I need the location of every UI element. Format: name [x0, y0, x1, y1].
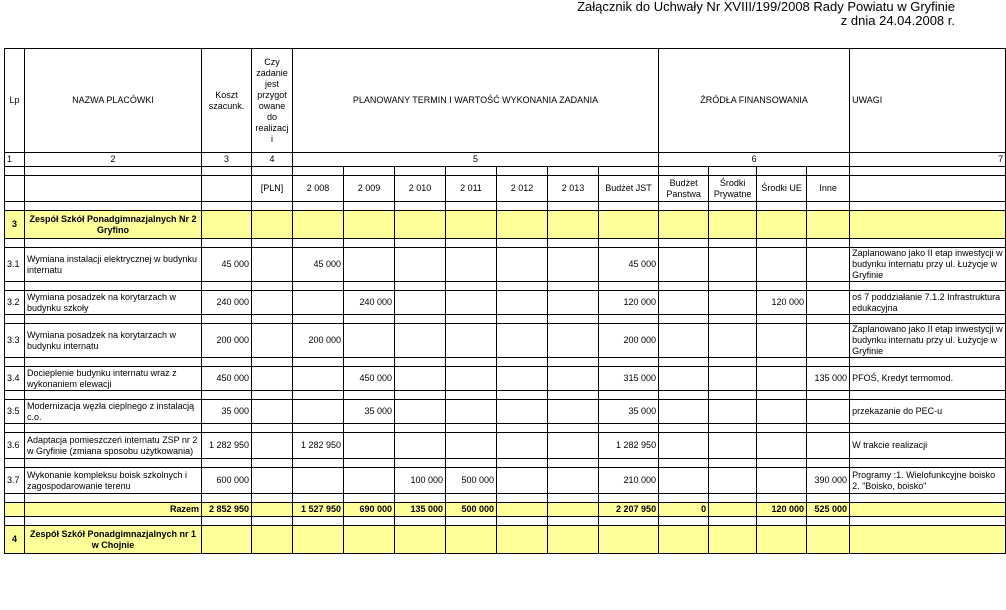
spacer-row	[5, 202, 1006, 211]
name-header: NAZWA PLACÓWKI	[25, 49, 202, 153]
cost-header: Koszt szacunk.	[202, 49, 252, 153]
col-number: 7	[850, 153, 1006, 167]
row-name: Adaptacja pomieszczeń internatu ZSP nr 2 w Gryfinie (zmiana sposobu użytkowania)	[25, 433, 202, 459]
row-jst: 210 000	[599, 468, 659, 494]
row-cost: 200 000	[202, 324, 252, 358]
spacer-row	[5, 424, 1006, 433]
table-row	[5, 367, 1006, 391]
row-cost: 450 000	[202, 367, 252, 391]
table-row	[5, 291, 1006, 315]
table-row	[5, 248, 1006, 282]
attachment-header	[577, 0, 955, 28]
planned-header: PLANOWANY TERMIN I WARTOŚĆ WYKONANIA ZADANIA	[293, 49, 659, 153]
totals-panstwa: 0	[659, 503, 709, 517]
row-ue: 120 000	[757, 291, 807, 315]
row-cost: 1 282 950	[202, 433, 252, 459]
section-row	[5, 526, 1006, 554]
row-lp: 3.2	[5, 291, 25, 315]
col-number: 1	[5, 153, 25, 167]
row-notes: Zaplanowano jako II etap inwestycji w budynku internatu przy ul. Łużycje w Gryfinie	[850, 248, 1006, 282]
totals-ue: 120 000	[757, 503, 807, 517]
totals-2011: 500 000	[446, 503, 497, 517]
row-notes: W trakcie realizacji	[850, 433, 1006, 459]
table-row	[5, 468, 1006, 494]
row-notes: oś 7 poddziałanie 7.1.2 Infrastruktura edukacyjna	[850, 291, 1006, 315]
year-header: 2 010	[395, 176, 446, 202]
row-lp: 3.3	[5, 324, 25, 358]
col-number: 6	[659, 153, 850, 167]
lp-header: Lp	[5, 49, 25, 153]
col-number: 3	[202, 153, 252, 167]
row-name: Modernizacja węzła cieplnego z instalacją c.o.	[25, 400, 202, 424]
spacer-row	[5, 517, 1006, 526]
spacer-row	[5, 358, 1006, 367]
budzet-panstwa-header: Budżet Panstwa	[659, 176, 709, 202]
budzet-jst-header: Budżet JST	[599, 176, 659, 202]
row-inne: 390 000	[807, 468, 850, 494]
totals-inne: 525 000	[807, 503, 850, 517]
table-row	[5, 324, 1006, 358]
year-header: 2 009	[344, 176, 395, 202]
spacer-row	[5, 167, 1006, 176]
row-jst: 120 000	[599, 291, 659, 315]
row-lp: 3.7	[5, 468, 25, 494]
row-cost: 600 000	[202, 468, 252, 494]
row-name: Wymiana instalacji elektrycznej w budynku internatu	[25, 248, 202, 282]
row-2008: 200 000	[293, 324, 344, 358]
col-number: 4	[252, 153, 293, 167]
row-notes: przekazanie do PEC-u	[850, 400, 1006, 424]
row-jst: 315 000	[599, 367, 659, 391]
column-number-row	[5, 153, 1006, 167]
totals-label: Razem	[25, 503, 202, 517]
spacer-row	[5, 239, 1006, 248]
spacer-row	[5, 459, 1006, 468]
totals-2008: 1 527 950	[293, 503, 344, 517]
section-lp: 4	[5, 526, 25, 554]
attachment-title: Załącznik do Uchwały Nr XVIII/199/2008 Rady Powiatu w Gryfinie	[577, 0, 955, 14]
row-2008: 1 282 950	[293, 433, 344, 459]
row-lp: 3.1	[5, 248, 25, 282]
spacer-row	[5, 494, 1006, 503]
section-lp: 3	[5, 211, 25, 239]
row-name: Docieplenie budynku internatu wraz z wykonaniem elewacji	[25, 367, 202, 391]
attachment-date: z dnia 24.04.2008 r.	[840, 13, 955, 28]
row-jst: 200 000	[599, 324, 659, 358]
inne-header: Inne	[807, 176, 850, 202]
totals-jst: 2 207 950	[599, 503, 659, 517]
row-cost: 240 000	[202, 291, 252, 315]
totals-2009: 690 000	[344, 503, 395, 517]
row-notes: PFOŚ, Kredyt termomod.	[850, 367, 1006, 391]
row-lp: 3.6	[5, 433, 25, 459]
row-inne: 135 000	[807, 367, 850, 391]
section-name: Zespół Szkół Ponadgimnazjalnych Nr 2 Gryfino	[25, 211, 202, 239]
pln-header: [PLN]	[252, 176, 293, 202]
section-name: Zespół Szkół Ponadgimnazjalnych nr 1 w Chojnie	[25, 526, 202, 554]
column-header-row	[5, 49, 1006, 153]
srodki-prywatne-header: Środki Prywatne	[709, 176, 757, 202]
row-notes: Programy :1. Wielofunkcyjne boisko 2. "Boisko, boisko"	[850, 468, 1006, 494]
row-name: Wymiana posadzek na korytarzach w budynku szkoły	[25, 291, 202, 315]
row-lp: 3.4	[5, 367, 25, 391]
row-2009: 35 000	[344, 400, 395, 424]
row-2008: 45 000	[293, 248, 344, 282]
row-2011: 500 000	[446, 468, 497, 494]
row-notes: Zaplanowano jako II etap inwestycji w budynku internatu przy ul. Łużycje w Gryfinie	[850, 324, 1006, 358]
col-number: 2	[25, 153, 202, 167]
investment-table	[4, 48, 1006, 554]
subheader-row	[5, 176, 1006, 202]
row-name: Wymiana posadzek na korytarzach w budynku internatu	[25, 324, 202, 358]
row-2009: 240 000	[344, 291, 395, 315]
row-cost: 35 000	[202, 400, 252, 424]
year-header: 2 008	[293, 176, 344, 202]
row-2009: 450 000	[344, 367, 395, 391]
row-lp: 3.5	[5, 400, 25, 424]
row-jst: 1 282 950	[599, 433, 659, 459]
sources-header: ŹRÓDŁA FINANSOWANIA	[659, 49, 850, 153]
row-jst: 35 000	[599, 400, 659, 424]
spacer-row	[5, 391, 1006, 400]
table-row	[5, 433, 1006, 459]
totals-2010: 135 000	[395, 503, 446, 517]
row-name: Wykonanie kompleksu boisk szkolnych i zagospodarowanie terenu	[25, 468, 202, 494]
year-header: 2 011	[446, 176, 497, 202]
section-row	[5, 211, 1006, 239]
srodki-ue-header: Środki UE	[757, 176, 807, 202]
prepared-header: Czy zadanie jest przygot owane do realizacj i	[252, 49, 293, 153]
totals-cost: 2 852 950	[202, 503, 252, 517]
spacer-row	[5, 282, 1006, 291]
totals-row	[5, 503, 1006, 517]
col-number: 5	[293, 153, 659, 167]
year-header: 2 012	[497, 176, 548, 202]
spacer-row	[5, 315, 1006, 324]
notes-header: UWAGI	[850, 49, 1006, 153]
year-header: 2 013	[548, 176, 599, 202]
row-2010: 100 000	[395, 468, 446, 494]
row-cost: 45 000	[202, 248, 252, 282]
table-row	[5, 400, 1006, 424]
row-jst: 45 000	[599, 248, 659, 282]
